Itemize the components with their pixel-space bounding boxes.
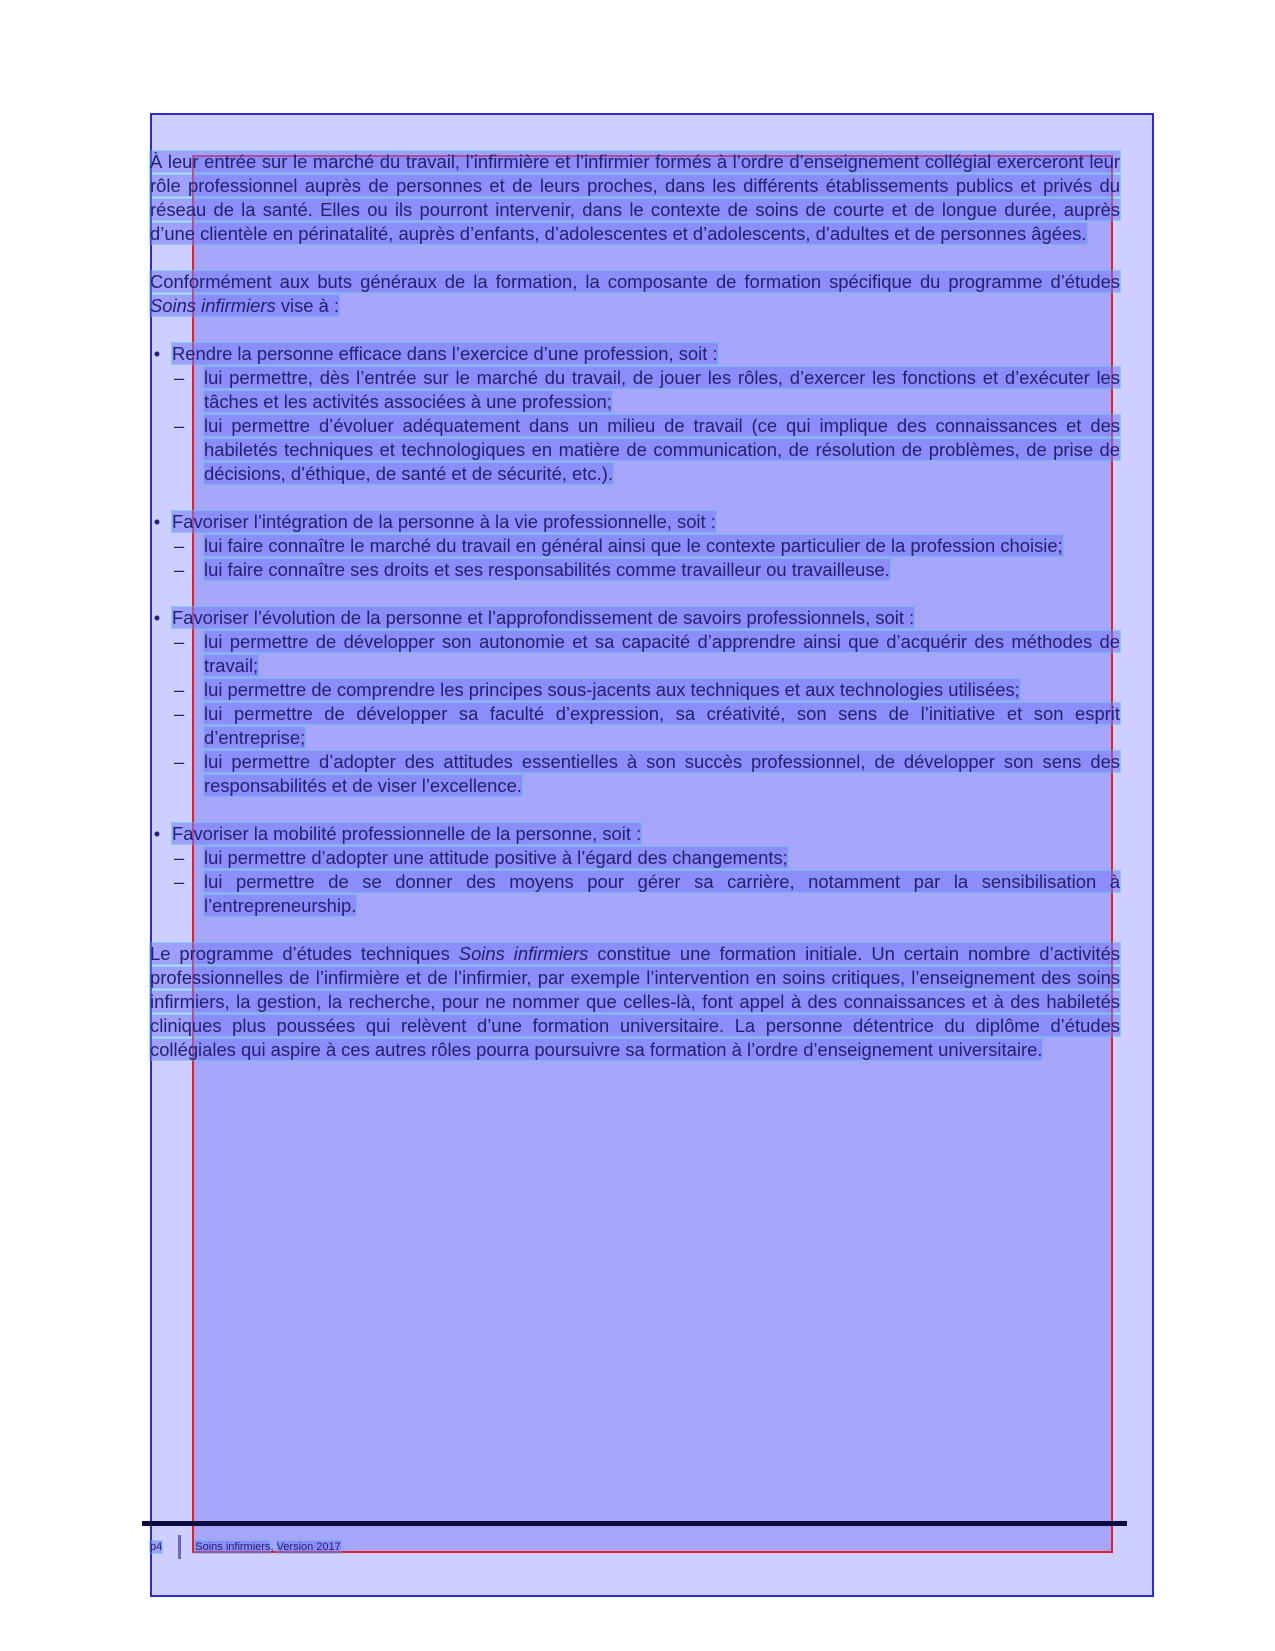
dash-icon: – xyxy=(174,871,185,892)
page-footer: p4 Soins infirmiers, Version 2017 xyxy=(150,1535,341,1559)
goal-heading: • Favoriser la mobilité professionnelle de la personne, soit : xyxy=(150,822,1120,846)
aims-paragraph xyxy=(150,270,1120,318)
page-number: p4 xyxy=(150,1540,163,1553)
goal-subitem: – lui permettre d’évoluer adéquatement dans un milieu de travail (ce qui implique des connaissances et des habiletés techniques et technologiques en matière de communication, de résolution de problèmes, de prise de décisions, d’éthique, de santé et de sécurité, etc.). xyxy=(174,415,1120,484)
dash-icon: – xyxy=(174,847,185,868)
closing-text-before: Le programme d’études techniques xyxy=(150,943,459,964)
goal-block-4 xyxy=(150,822,1120,918)
goal-block-2 xyxy=(150,510,1120,582)
bullet-icon: • xyxy=(153,343,161,364)
intro-text: À leur entrée sur le marché du travail, l’infirmière et l’infirmier formés à l’ordre d’enseignement collégial exerceront leur rôle professionnel auprès de personnes et de leurs proches, dans les différents établissements publics et privés du réseau de la santé. Elles ou ils pourront intervenir, dans le contexte de soins de courte et de longue durée, auprès d’une clientèle en périnatalité, auprès d’enfants, d’adolescentes et d’adolescents, d’adultes et de personnes âgées. xyxy=(150,151,1120,244)
bullet-icon: • xyxy=(153,823,161,844)
dash-icon: – xyxy=(174,367,185,388)
dash-icon: – xyxy=(174,559,185,580)
dash-icon: – xyxy=(174,751,185,772)
program-title: Soins infirmiers xyxy=(150,295,276,316)
goal-subitem: – lui faire connaître le marché du travail en général ainsi que le contexte particulier de la profession choisie; xyxy=(174,535,1063,556)
goal-heading: • Favoriser l’intégration de la personne à la vie professionnelle, soit : xyxy=(150,510,1120,534)
dash-icon: – xyxy=(174,535,185,556)
closing-paragraph xyxy=(150,942,1120,1062)
goal-subitem: – lui permettre, dès l’entrée sur le marché du travail, de jouer les rôles, d’exercer les fonctions et d’exécuter les tâches et les activités associées à une profession; xyxy=(174,367,1120,412)
goal-block-1 xyxy=(150,342,1120,486)
bullet-icon: • xyxy=(153,511,161,532)
closing-text-after: constitue une formation initiale. Un certain nombre d’activités professionnelles de l’infirmière et de l’infirmier, par exemple l’intervention en soins critiques, l’enseignement des soins infirmiers, la gestion, la recherche, pour ne nommer que celles-là, font appel à des connaissances et à des habiletés cliniques plus poussées qui relèvent d’une formation universitaire. La personne détentrice du diplôme d’études collégiales qui aspire à ces autres rôles pourra poursuivre sa formation à l’ordre d’enseignement universitaire. xyxy=(150,943,1120,1060)
footer-document-title: Soins infirmiers xyxy=(195,1540,271,1553)
aims-text-before: Conformément aux buts généraux de la formation, la composante de formation spécifique du programme d’études xyxy=(150,271,1120,292)
document-body xyxy=(150,150,1120,1062)
goal-subitem: – lui permettre de développer sa faculté d’expression, sa créativité, son sens de l’initiative et son esprit d’entreprise; xyxy=(174,703,1120,748)
goal-subitem: – lui permettre de se donner des moyens pour gérer sa carrière, notamment par la sensibilisation à l’entrepreneurship. xyxy=(174,871,1120,916)
aims-text-after: vise à : xyxy=(275,295,340,316)
dash-icon: – xyxy=(174,415,185,436)
goal-heading: • Favoriser l’évolution de la personne et l’approfondissement de savoirs professionnels, soit : xyxy=(150,606,1120,630)
goal-subitem: – lui permettre d’adopter des attitudes essentielles à son succès professionnel, de développer son sens des responsabilités et de viser l’excellence. xyxy=(174,751,1120,796)
program-title-2: Soins infirmiers xyxy=(458,943,589,964)
goal-heading: • Rendre la personne efficace dans l’exercice d’une profession, soit : xyxy=(150,342,1120,366)
goal-block-3 xyxy=(150,606,1120,798)
goal-subitem: – lui permettre de comprendre les principes sous-jacents aux techniques et aux technologies utilisées; xyxy=(174,679,1020,700)
footer-rule xyxy=(142,1521,1127,1526)
intro-paragraph xyxy=(150,150,1120,246)
dash-icon: – xyxy=(174,679,185,700)
footer-version: Version 2017 xyxy=(276,1540,341,1553)
goal-subitem: – lui faire connaître ses droits et ses responsabilités comme travailleur ou travailleuse. xyxy=(174,559,890,580)
dash-icon: – xyxy=(174,703,185,724)
dash-icon: – xyxy=(174,631,185,652)
footer-separator xyxy=(178,1535,181,1559)
goal-subitem: – lui permettre d’adopter une attitude positive à l’égard des changements; xyxy=(174,847,788,868)
goal-subitem: – lui permettre de développer son autonomie et sa capacité d’apprendre ainsi que d’acquérir des méthodes de travail; xyxy=(174,631,1120,676)
bullet-icon: • xyxy=(153,607,161,628)
